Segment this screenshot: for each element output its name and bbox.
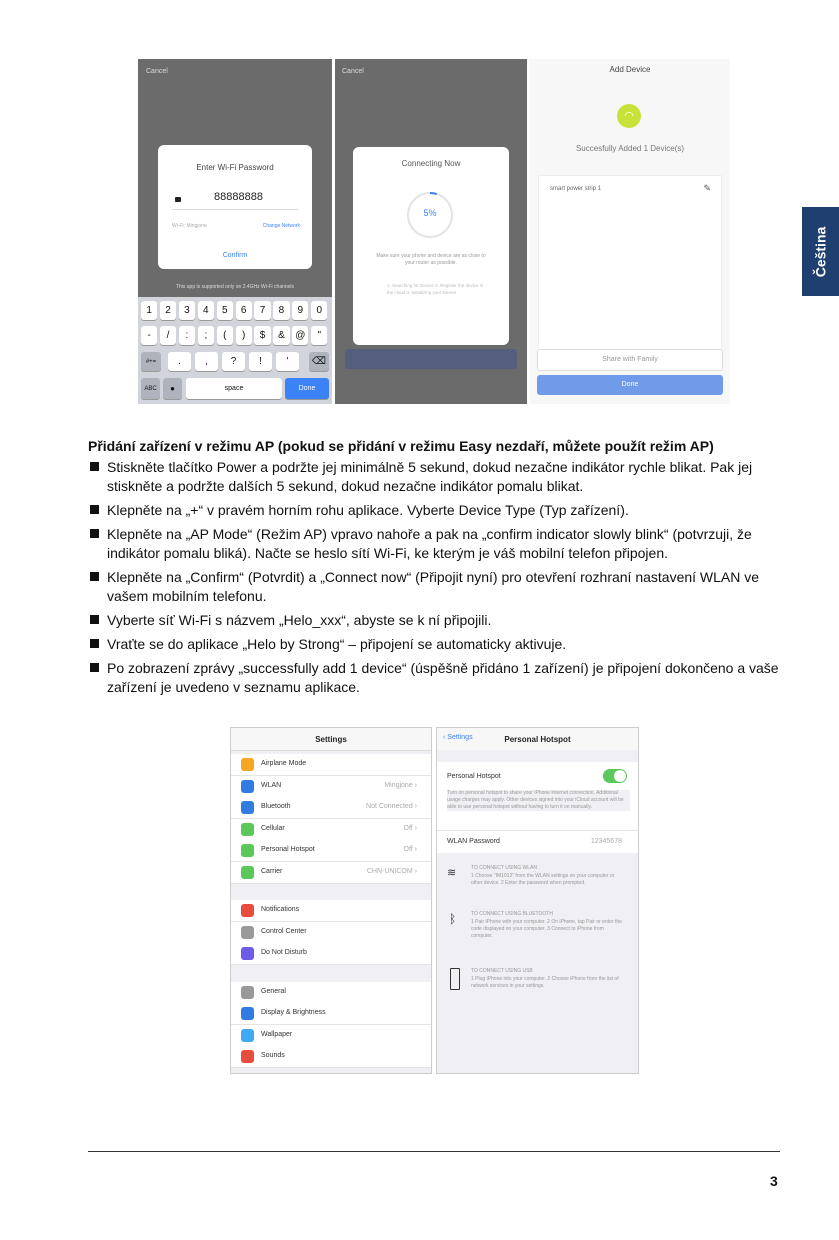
- device-name: smart power strip 1: [550, 186, 602, 192]
- settings-row[interactable]: [231, 943, 431, 965]
- wlan-instructions: 1 Choose "IM1012" from the WLAN settings on your computer or other device. 2 Enter the password when prompted.: [471, 873, 615, 886]
- keyboard-key[interactable]: 1: [141, 301, 157, 320]
- backspace-key[interactable]: ⌫: [309, 352, 329, 371]
- wlan-password-label: WLAN Password: [447, 838, 500, 845]
- keyboard-key[interactable]: ?: [222, 352, 245, 371]
- keyboard-key[interactable]: ;: [198, 326, 214, 345]
- blurred-button: [345, 349, 517, 369]
- wlan-password-row[interactable]: [437, 830, 638, 854]
- settings-row-label: General: [261, 987, 286, 995]
- settings-icon: [241, 801, 254, 814]
- settings-row[interactable]: [231, 900, 431, 922]
- language-tab: [802, 207, 839, 296]
- settings-icon: [241, 1029, 254, 1042]
- settings-row-label: Wallpaper: [261, 1030, 293, 1038]
- success-message: Succesfully Added 1 Device(s): [575, 144, 685, 153]
- settings-row[interactable]: [231, 840, 431, 862]
- hotspot-description: Turn on personal hotspot to share your iPhone internet connection. Additional usage charges may apply. Other devices signed into your iCloud account will be able to use personal hotspot without having to turn it on manually.: [447, 790, 630, 811]
- add-device-title: Add Device: [609, 65, 651, 74]
- instruction-item: Po zobrazení zprávy „successfully add 1 device“ (úspěšně přidáno 1 zařízení) je připojení dokončeno a vaše zařízení je uvedeno v seznamu aplikace.: [88, 659, 788, 697]
- abc-key[interactable]: ABC: [141, 378, 160, 399]
- done-button[interactable]: Done: [537, 375, 723, 395]
- connecting-steps: 1. Searching for Device 2. Register the device in the cloud 3. Initializing your Device: [387, 283, 484, 295]
- keyboard-key[interactable]: -: [141, 326, 157, 345]
- settings-row-label: Sounds: [261, 1052, 285, 1059]
- settings-icon: [241, 844, 254, 857]
- settings-icon: [241, 926, 254, 939]
- keyboard-key[interactable]: 3: [179, 301, 195, 320]
- keyboard-key[interactable]: @: [292, 326, 308, 345]
- settings-row-value: Off ›: [403, 846, 417, 853]
- settings-icon: [241, 904, 254, 917]
- keyboard: [138, 297, 332, 404]
- settings-row-label: Display & Brightness: [261, 1009, 326, 1016]
- confirm-button[interactable]: Confirm: [222, 252, 248, 259]
- bluetooth-instructions: 1 Pair iPhone with your computer. 2 On iPhone, tap Pair or enter the code displayed on your computer. 3 Connect to iPhone from computer.: [471, 919, 622, 939]
- settings-row[interactable]: [231, 922, 431, 944]
- screenshot-add-device: [530, 59, 730, 404]
- keyboard-key[interactable]: 6: [236, 301, 252, 320]
- back-button[interactable]: ‹ Settings: [443, 734, 473, 741]
- settings-icon: [241, 823, 254, 836]
- usb-instructions-title: TO CONNECT USING USB: [471, 968, 533, 974]
- settings-row-label: Personal Hotspot: [261, 846, 315, 853]
- connecting-hint: Make sure your phone and device are as close to your router as possible.: [376, 253, 486, 266]
- settings-row-value: Mingjone ›: [384, 781, 417, 789]
- keyboard-key[interactable]: .: [168, 352, 191, 371]
- instruction-item: Stiskněte tlačítko Power a podržte jej minimálně 5 sekund, dokud nezačne indikátor rychle blikat. Pak jej stiskněte a podržte dalších 5 sekund, dokud nezačne indikátor pomalu blikat.: [88, 458, 788, 496]
- screenshot-connecting: [335, 59, 527, 404]
- settings-row[interactable]: [231, 982, 431, 1004]
- connecting-title: Connecting Now: [401, 159, 461, 168]
- settings-row-label: Carrier: [261, 867, 283, 875]
- keyboard-key[interactable]: 5: [217, 301, 233, 320]
- bluetooth-icon: ᛒ: [449, 912, 457, 926]
- device-card: [538, 175, 722, 367]
- instruction-item: Klepněte na „Confirm“ (Potvrdit) a „Connect now“ (Připojit nyní) pro otevření rozhraní nastavení WLAN ve vašem mobilním telefonu.: [88, 568, 788, 606]
- settings-row[interactable]: [231, 754, 431, 776]
- hotspot-toggle-label: Personal Hotspot: [447, 773, 501, 780]
- settings-row[interactable]: [231, 1046, 431, 1068]
- settings-icon: [241, 758, 254, 771]
- instruction-item: Klepněte na „AP Mode“ (Režim AP) vpravo nahoře a pak na „confirm indicator slowly blink“ (potvrzuji, že indikátor pomalu bliká). Načte se heslo sítí Wi-Fi, ke kterým je váš mobilní telefon připojen.: [88, 525, 788, 563]
- settings-icon: [241, 947, 254, 960]
- settings-icon: [241, 780, 254, 793]
- wifi-icon: ≋: [447, 867, 457, 879]
- wifi-password-dialog: [158, 145, 312, 269]
- password-field[interactable]: 88888888: [214, 191, 263, 203]
- settings-row-label: WLAN: [261, 781, 282, 789]
- cancel-button[interactable]: Cancel: [342, 68, 364, 75]
- wifi-network-label: Wi-Fi: Mingjone: [172, 223, 207, 229]
- settings-icon: [241, 986, 254, 999]
- settings-row[interactable]: [231, 862, 431, 884]
- keyboard-key[interactable]: (: [217, 326, 233, 345]
- footer-divider: [88, 1151, 780, 1152]
- hotspot-toggle[interactable]: [603, 769, 627, 783]
- keyboard-key[interactable]: !: [249, 352, 272, 371]
- dialog-title: Enter Wi-Fi Password: [196, 163, 274, 172]
- keyboard-key[interactable]: ': [276, 352, 299, 371]
- page-number: 3: [770, 1173, 778, 1189]
- settings-icon: [241, 866, 254, 879]
- cancel-button[interactable]: Cancel: [146, 68, 168, 75]
- settings-row[interactable]: [231, 776, 431, 798]
- keyboard-key[interactable]: 9: [292, 301, 308, 320]
- keyboard-key[interactable]: 8: [273, 301, 289, 320]
- instruction-item: Klepněte na „+“ v pravém horním rohu aplikace. Vyberte Device Type (Typ zařízení).: [88, 501, 788, 520]
- settings-row[interactable]: [231, 819, 431, 841]
- keyboard-key[interactable]: 4: [198, 301, 214, 320]
- keyboard-key[interactable]: 0: [311, 301, 327, 320]
- settings-row-label: Do Not Disturb: [261, 949, 307, 956]
- keyboard-key[interactable]: ,: [195, 352, 218, 371]
- settings-row-label: Cellular: [261, 824, 285, 832]
- language-label: Čeština: [812, 226, 829, 277]
- bluetooth-instructions-title: TO CONNECT USING BLUETOOTH: [471, 911, 553, 917]
- settings-title: Settings: [231, 728, 431, 751]
- usb-icon: [450, 968, 460, 990]
- instruction-item: Vyberte síť Wi-Fi s názvem „Helo_xxx“, abyste se k ní připojili.: [88, 611, 788, 630]
- success-icon: ◠: [617, 104, 641, 128]
- lock-icon: [175, 197, 181, 202]
- settings-row-label: Bluetooth: [261, 803, 291, 810]
- channel-note: This app is supported only on 2.4GHz Wi-Fi channels: [175, 284, 295, 290]
- wlan-password-value: 12345678: [590, 838, 622, 845]
- space-key[interactable]: space: [186, 378, 282, 399]
- connecting-dialog: [353, 147, 509, 345]
- progress-percent: 5%: [423, 208, 437, 218]
- settings-row[interactable]: [231, 1003, 431, 1025]
- settings-row-value: Not Connected ›: [366, 803, 417, 810]
- settings-row-label: Control Center: [261, 927, 307, 935]
- screenshot-personal-hotspot: [436, 727, 639, 1074]
- keyboard-key[interactable]: ): [236, 326, 252, 345]
- microphone-icon[interactable]: ●: [163, 378, 182, 399]
- settings-row-label: Notifications: [261, 906, 300, 913]
- change-network-link[interactable]: Change Network: [262, 223, 300, 229]
- hotspot-title: Personal Hotspot: [504, 734, 571, 744]
- keyboard-key[interactable]: 7: [254, 301, 270, 320]
- settings-row-value: Off ›: [403, 824, 417, 832]
- settings-icon: [241, 1050, 254, 1063]
- instruction-item: Vraťte se do aplikace „Helo by Strong“ – připojení se automaticky aktivuje.: [88, 635, 788, 654]
- usb-instructions: 1 Plug iPhone into your computer. 2 Choose iPhone from the list of network services in your settings.: [471, 976, 619, 989]
- keyboard-key[interactable]: 2: [160, 301, 176, 320]
- keyboard-key[interactable]: :: [179, 326, 195, 345]
- edit-icon[interactable]: ✎: [703, 183, 711, 193]
- more-symbols-key[interactable]: #+=: [141, 352, 161, 371]
- settings-row[interactable]: [231, 1025, 431, 1047]
- instruction-list: [88, 458, 788, 702]
- share-with-family-button[interactable]: Share with Family: [537, 349, 723, 371]
- section-heading: Přidání zařízení v režimu AP (pokud se přidání v režimu Easy nezdaří, můžete použít režim AP): [88, 438, 714, 454]
- keyboard-key[interactable]: ": [311, 326, 327, 345]
- keyboard-key[interactable]: &: [273, 326, 289, 345]
- keyboard-key[interactable]: $: [254, 326, 270, 345]
- settings-row-label: Airplane Mode: [261, 760, 307, 767]
- keyboard-key[interactable]: /: [160, 326, 176, 345]
- screenshot-wifi-password: [138, 59, 332, 404]
- wlan-instructions-title: TO CONNECT USING WLAN: [471, 865, 537, 871]
- done-key[interactable]: Done: [285, 378, 329, 399]
- settings-row[interactable]: [231, 797, 431, 819]
- settings-icon: [241, 1007, 254, 1020]
- screenshot-settings: [230, 727, 432, 1074]
- settings-row-value: CHN-UNICOM ›: [366, 867, 417, 875]
